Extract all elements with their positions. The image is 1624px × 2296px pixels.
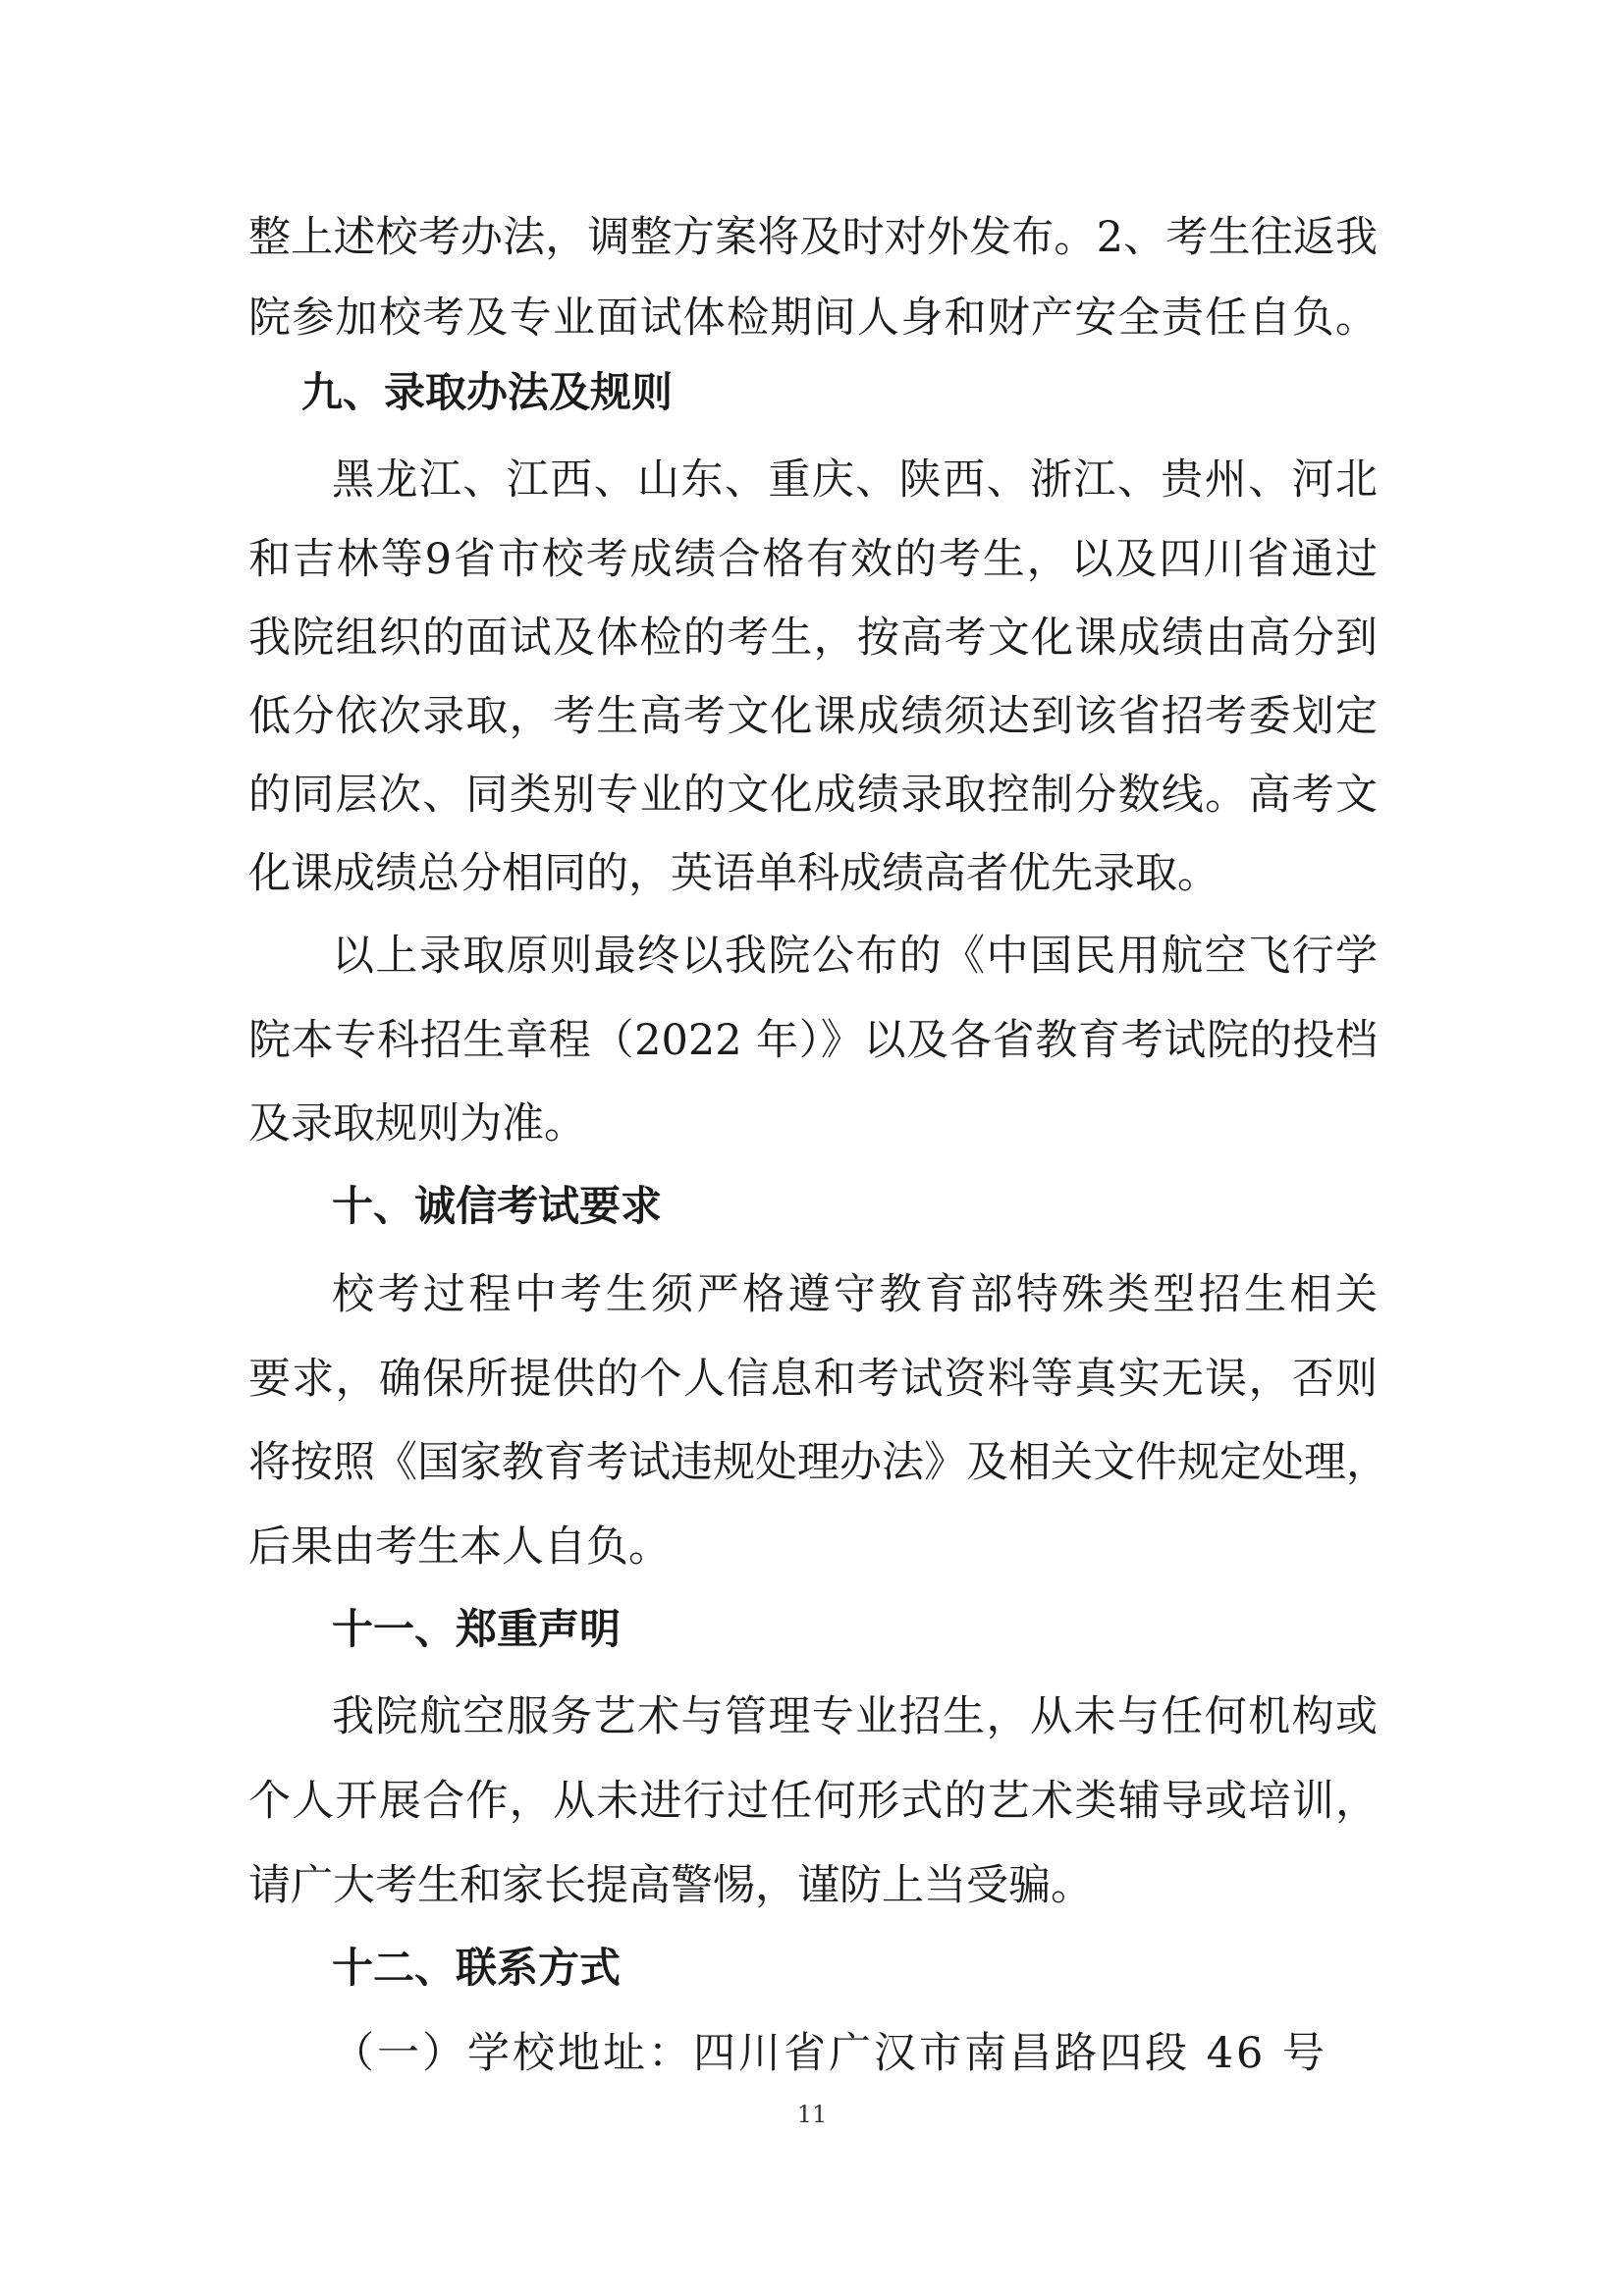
body-line: 以上录取原则最终以我院公布的《中国民用航空飞行学 — [332, 932, 1378, 981]
body-line: 请广大考生和家长提高警惕，谨防上当受骗。 — [248, 1861, 1093, 1910]
section-heading-9: 九、录取办法及规则 — [301, 368, 674, 416]
section-heading-12: 十二、联系方式 — [332, 1944, 622, 1992]
body-line: 院参加校考及专业面试体检期间人身和财产安全责任自负。 — [248, 294, 1378, 343]
body-line: 院本专科招生章程（2022 年）》以及各省教育考试院的投档 — [248, 1016, 1378, 1065]
body-line: 黑龙江、江西、山东、重庆、陕西、浙江、贵州、河北 — [332, 455, 1378, 505]
body-line: 的同层次、同类别专业的文化成绩录取控制分数线。高考文 — [248, 771, 1378, 820]
section-heading-11: 十一、郑重声明 — [332, 1605, 622, 1653]
body-line: 将按照《国家教育考试违规处理办法》及相关文件规定处理， — [248, 1438, 1388, 1487]
body-line: 个人开展合作，从未进行过任何形式的艺术类辅导或培训， — [248, 1777, 1378, 1826]
page-number: 11 — [796, 2101, 828, 2128]
body-line: 后果由考生本人自负。 — [248, 1522, 671, 1572]
body-line: 我院组织的面试及体检的考生，按高考文化课成绩由高分到 — [248, 614, 1378, 663]
contact-address-line: （一）学校地址：四川省广汉市南昌路四段 46 号 — [332, 2029, 1328, 2078]
body-line: 低分依次录取，考生高考文化课成绩须达到该省招考委划定 — [248, 692, 1378, 741]
body-line: 及录取规则为准。 — [248, 1099, 586, 1148]
body-line: 化课成绩总分相同的，英语单科成绩高者优先录取。 — [248, 849, 1219, 898]
body-line: 我院航空服务艺术与管理专业招生，从未与任何机构或 — [332, 1692, 1378, 1741]
body-line: 整上述校考办法，调整方案将及时对外发布。2、考生往返我 — [248, 213, 1378, 262]
body-line: 校考过程中考生须严格遵守教育部特殊类型招生相关 — [332, 1270, 1378, 1319]
body-line: 要求，确保所提供的个人信息和考试资料等真实无误，否则 — [248, 1355, 1378, 1404]
section-heading-10: 十、诚信考试要求 — [332, 1182, 663, 1230]
body-line: 和吉林等9省市校考成绩合格有效的考生，以及四川省通过 — [248, 535, 1378, 584]
